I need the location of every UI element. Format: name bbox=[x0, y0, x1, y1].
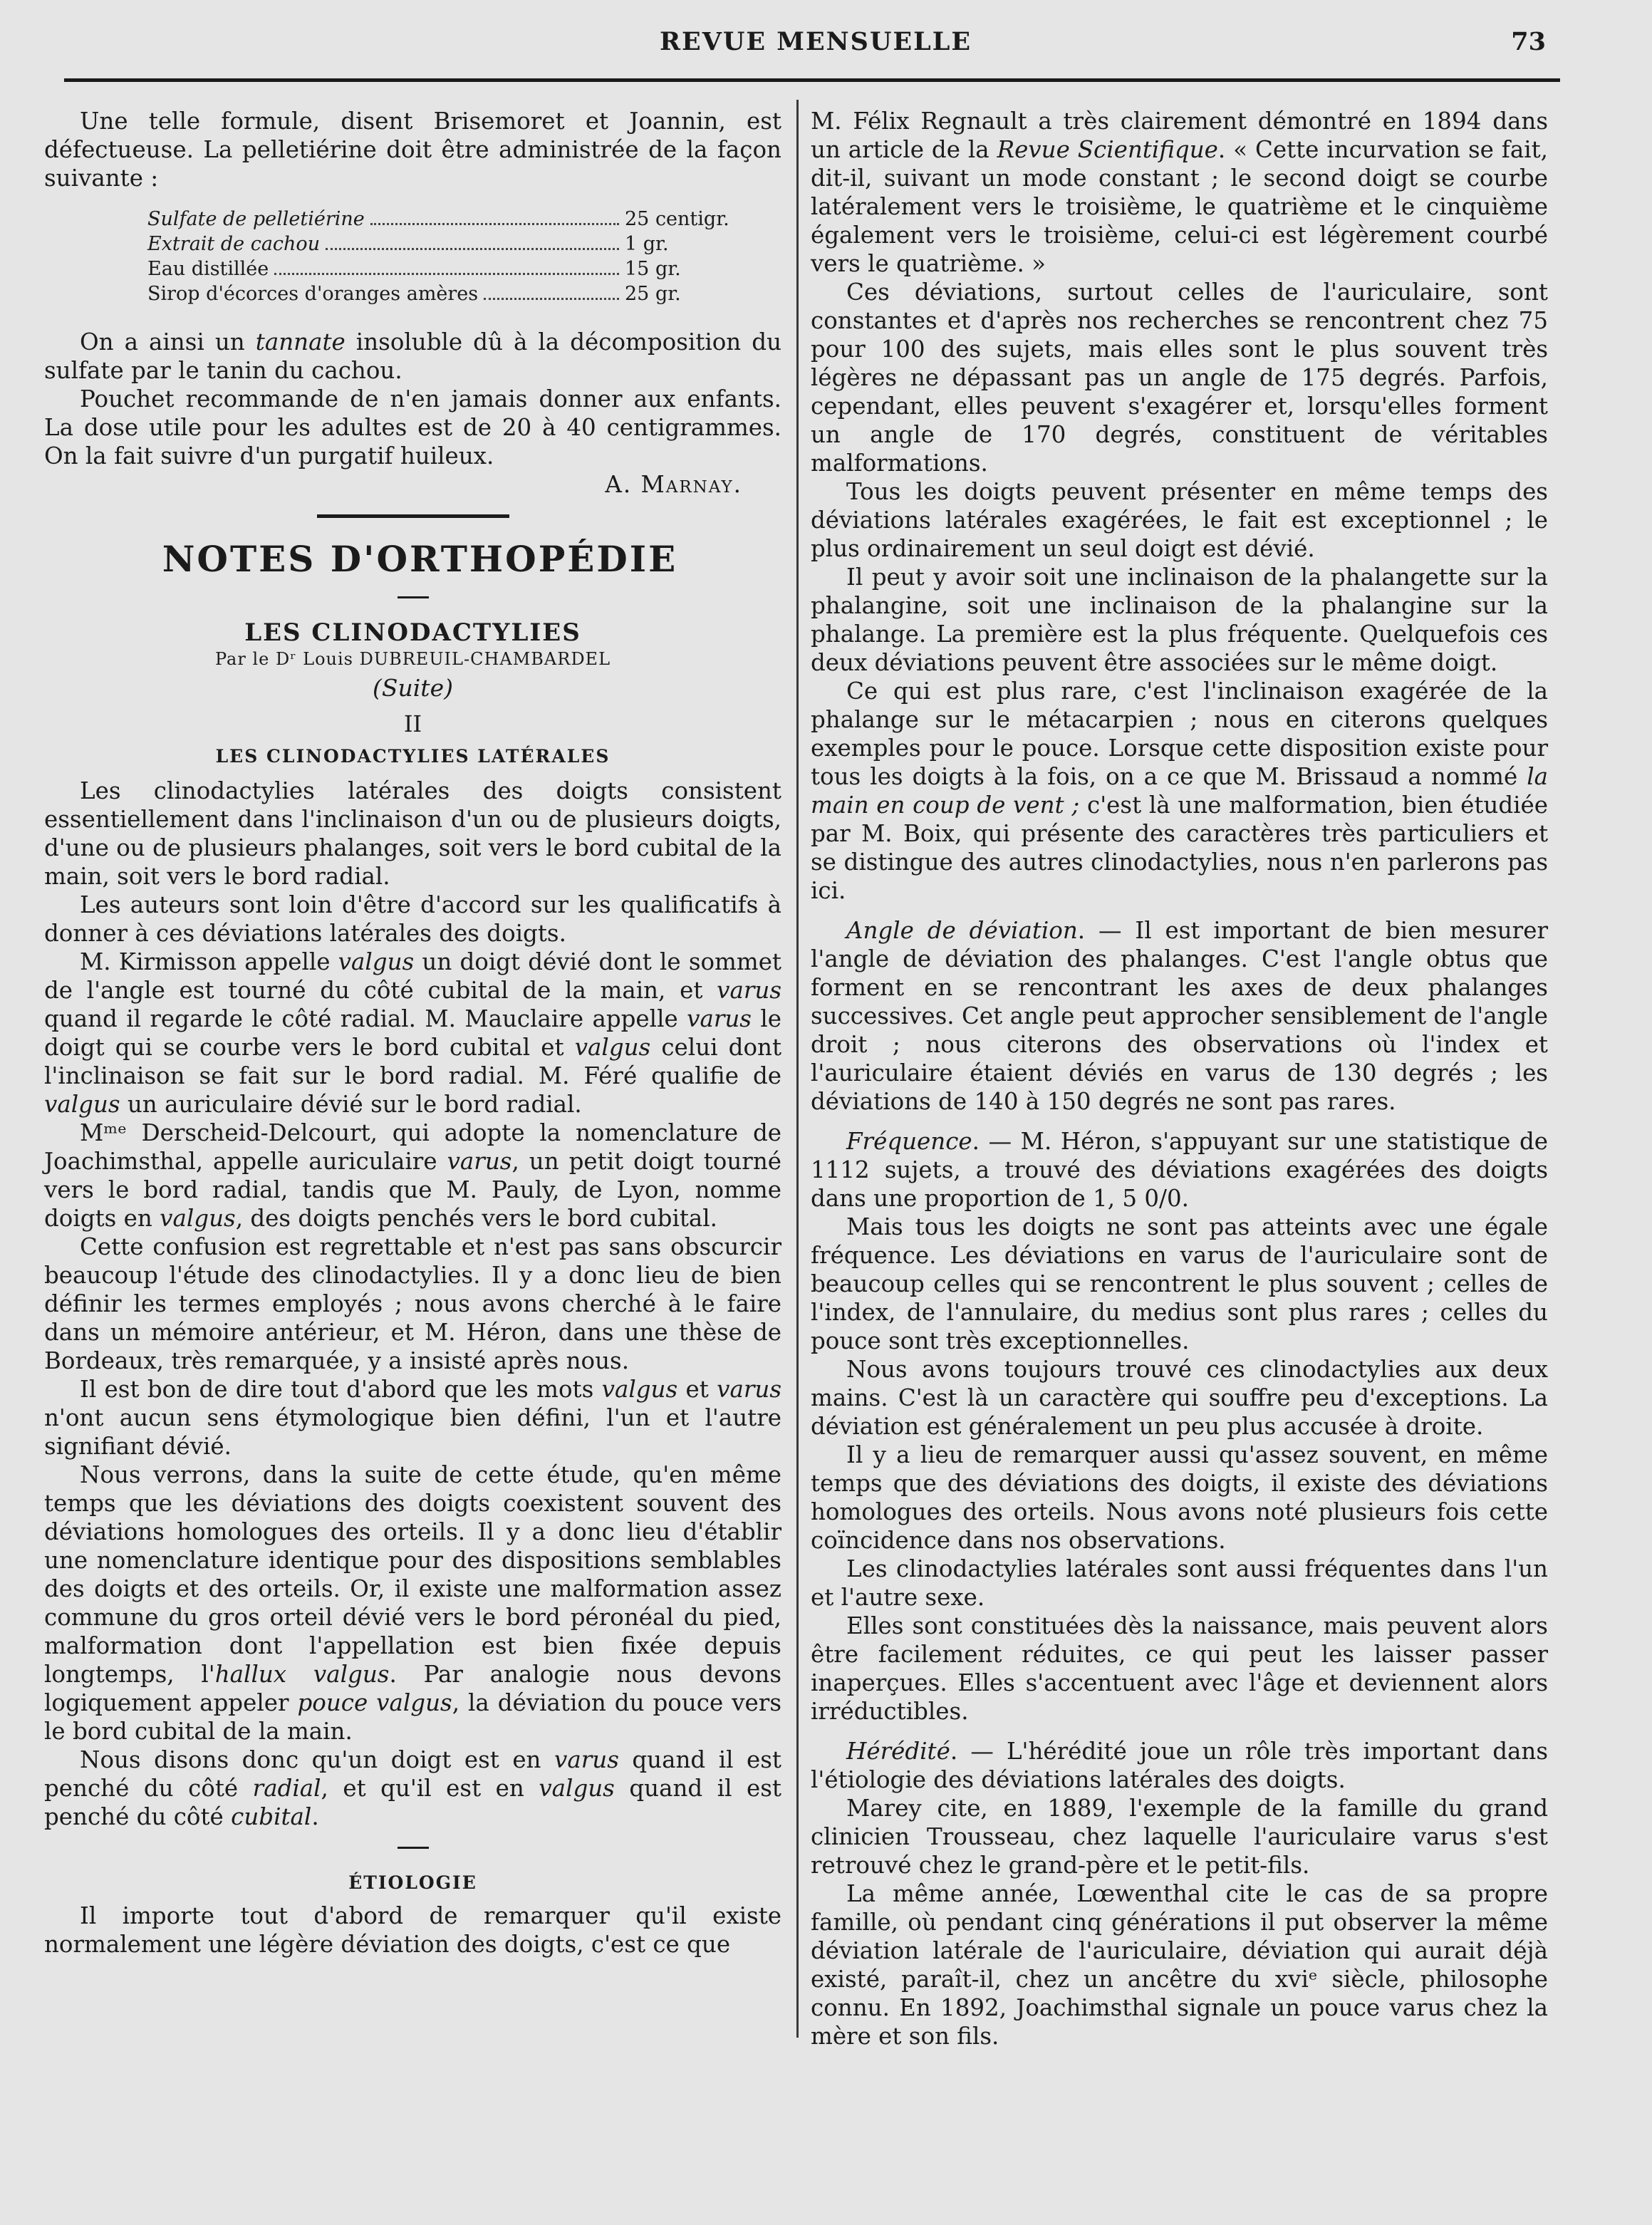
byline: Par le Dʳ Louis DUBREUIL-CHAMBARDEL bbox=[214, 649, 611, 669]
body-paragraph: Il est bon de dire tout d'abord que les mots valgus et varus n'ont aucun sens étymologique bien défini, l'un et l'autre signifiant dévié. bbox=[44, 1376, 781, 1460]
spacer bbox=[811, 1116, 1548, 1127]
recipe-quantity: 25 gr. bbox=[625, 283, 681, 305]
body-paragraph: Nous avons toujours trouvé ces clinodactylies aux deux mains. C'est là un caractère qui souffre peu d'exceptions. La déviation est généralement un peu plus accusée à droite. bbox=[811, 1356, 1548, 1440]
body-paragraph: Les clinodactylies latérales sont aussi fréquentes dans l'un et l'autre sexe. bbox=[811, 1555, 1548, 1611]
section-dash bbox=[398, 1847, 429, 1849]
leader-dots bbox=[326, 248, 619, 250]
part-number: II bbox=[403, 710, 422, 737]
body-paragraph: Fréquence. — M. Héron, s'appuyant sur une statistique de 1112 sujets, a trouvé des déviations exagérées des doigts dans une proportion de 1, 5 0/0. bbox=[811, 1128, 1548, 1212]
section-title: NOTES D'ORTHOPÉDIE bbox=[162, 538, 678, 580]
body-paragraph: Angle de déviation. — Il est important de bien mesurer l'angle de déviation des phalanges. C'est l'angle obtus que forment en se rencontrant les axes de deux phalanges successives. Cet angle peut approcher sensiblement de l'angle droit ; nous citerons des observations où l'index et l'auriculaire étaient déviés en varus de 130 degrés ; les déviations de 140 à 150 degrés ne sont pas rares. bbox=[811, 917, 1548, 1115]
recipe-quantity: 25 centigr. bbox=[625, 208, 729, 230]
body-paragraph: Marey cite, en 1889, l'exemple de la famille du grand clinicien Trousseau, chez laquelle l'auriculaire varus s'est retrouvé chez le grand-père et le petit-fils. bbox=[811, 1795, 1548, 1879]
body-paragraph: Il importe tout d'abord de remarquer qu'il existe normalement une légère déviation des doigts, c'est ce que bbox=[44, 1902, 781, 1958]
recipe-list bbox=[147, 207, 746, 306]
body-paragraph: Il peut y avoir soit une inclinaison de la phalangette sur la phalangine, soit une inclinaison de la phalangine sur la phalange. La première est la plus fréquente. Quelquefois ces deux déviations peuvent être associées sur le même doigt. bbox=[811, 564, 1548, 676]
body-paragraph: Hérédité. — L'hérédité joue un rôle très important dans l'étiologie des déviations latérales des doigts. bbox=[811, 1738, 1548, 1793]
recipe-quantity: 1 gr. bbox=[625, 233, 669, 255]
tannate-paragraph: On a ainsi un tannate insoluble dû à la décomposition du sulfate par le tanin du cachou. bbox=[44, 328, 782, 384]
spacer bbox=[811, 1726, 1548, 1737]
body-paragraph: M. Félix Regnault a très clairement démontré en 1894 dans un article de la Revue Scientifique. « Cette incurvation se fait, dit-il, suivant un mode constant ; le second doigt se courbe latéralement vers le troisième, le quatrième et le cinquième également vers le troisième, celui-ci est légèrement courbé vers le quatrième. » bbox=[811, 108, 1548, 277]
body-paragraph: Nous disons donc qu'un doigt est en varus quand il est penché du côté radial, et qu'il est en valgus quand il est penché du côté cubital. bbox=[44, 1746, 781, 1830]
subheading: ÉTIOLOGIE bbox=[348, 1872, 477, 1893]
body-paragraph: Les auteurs sont loin d'être d'accord sur les qualificatifs à donner à ces déviations latérales des doigts. bbox=[44, 891, 781, 947]
recipe-item: Sulfate de pelletiérine bbox=[147, 208, 365, 230]
body-paragraph: M. Kirmisson appelle valgus un doigt dévié dont le sommet de l'angle est tourné du côté cubital de la main, et varus quand il regarde le côté radial. M. Mauclaire appelle varus le doigt qui se courbe vers le bord cubital et valgus celui dont l'inclinaison se fait sur le bord radial. M. Féré qualifie de valgus un auriculaire dévié sur le bord radial. bbox=[44, 948, 782, 1118]
body-paragraph: Elles sont constituées dès la naissance, mais peuvent alors être facilement réduites, ce qui peut les laisser passer inaperçues. Elles s'accentuent avec l'âge et deviennent alors irréductibles. bbox=[811, 1612, 1548, 1725]
run-in-heading: Fréquence bbox=[846, 1128, 972, 1155]
column-divider bbox=[796, 100, 799, 2038]
recipe-item: Extrait de cachou bbox=[147, 233, 321, 255]
body-paragraph: Mais tous les doigts ne sont pas atteints avec une égale fréquence. Les déviations en varus de l'auriculaire sont de beaucoup celles qui se rencontrent le plus souvent ; celles de l'index, de l'annulaire, du medius sont plus rares ; celles du pouce sont très exceptionnelles. bbox=[811, 1213, 1548, 1354]
recipe-row bbox=[147, 256, 746, 281]
left-column bbox=[44, 107, 781, 1959]
intro-paragraph: Une telle formule, disent Brisemoret et Joannin, est défectueuse. La pelletiérine doit être administrée de la façon suivante : bbox=[44, 108, 781, 192]
author-signature: A. Marnay. bbox=[605, 471, 742, 498]
leader-dots bbox=[484, 298, 619, 300]
body-paragraph: La même année, Lœwenthal cite le cas de sa propre famille, où pendant cinq générations il put observer la même déviation latérale de l'auriculaire, déviation qui aurait déjà existé, paraît-il, chez un ancêtre du xviᵉ siècle, philosophe connu. En 1892, Joachimsthal signale un pouce varus chez la mère et son fils. bbox=[811, 1880, 1548, 2050]
spacer bbox=[811, 905, 1548, 916]
body-paragraph: Ces déviations, surtout celles de l'auriculaire, sont constantes et d'après nos recherches se rencontrent chez 75 pour 100 des sujets, mais elles sont le plus souvent très légères ne dépassant pas un angle de 175 degrés. Parfois, cependant, elles peuvent s'exagérer et, lorsqu'elles forment un angle de 170 degrés, constituent de véritables malformations. bbox=[811, 279, 1548, 477]
run-in-heading: Angle de déviation bbox=[846, 917, 1078, 944]
body-paragraph: Les clinodactylies latérales des doigts consistent essentiellement dans l'inclinaison d'un ou de plusieurs doigts, d'une ou de plusieurs phalanges, soit vers le bord cubital de la main, soit vers le bord radial. bbox=[44, 777, 781, 890]
body-paragraph: Tous les doigts peuvent présenter en même temps des déviations latérales exagérées, le fait est exceptionnel ; le plus ordinairement un seul doigt est dévié. bbox=[811, 478, 1548, 562]
running-title: REVUE MENSUELLE bbox=[659, 27, 972, 56]
recipe-item: Eau distillée bbox=[147, 258, 269, 280]
header-rule bbox=[64, 78, 1560, 82]
body-paragraph: Ce qui est plus rare, c'est l'inclinaison exagérée de la phalange sur le métacarpien ; nous en citerons quelques exemples pour le pouce. Lorsque cette disposition existe pour tous les doigts à la fois, on a ce que M. Brissaud a nommé la main en coup de vent ; c'est là une malformation, bien étudiée par M. Boix, qui présente des caractères très particuliers et se distingue des autres clinodactylies, nous n'en parlerons pas ici. bbox=[811, 678, 1548, 904]
body-paragraph: Mᵐᵉ Derscheid-Delcourt, qui adopte la nomenclature de Joachimsthal, appelle auriculaire varus, un petit doigt tourné vers le bord radial, tandis que M. Pauly, de Lyon, nomme doigts en valgus, des doigts penchés vers le bord cubital. bbox=[44, 1119, 781, 1232]
page-header bbox=[64, 27, 1567, 63]
body-paragraph: Nous verrons, dans la suite de cette étude, qu'en même temps que les déviations des doigts coexistent souvent des déviations homologues des orteils. Il y a donc lieu d'établir une nomenclature identique pour des dispositions semblables des doigts et des orteils. Or, il existe une malformation assez commune du gros orteil dévié vers le bord péronéal du pied, malformation dont l'appellation est bien fixée depuis longtemps, l'hallux valgus. Par analogie nous devons logiquement appeler pouce valgus, la déviation du pouce vers le bord cubital de la main. bbox=[44, 1461, 782, 1745]
article-title: LES CLINODACTYLIES bbox=[244, 618, 581, 647]
pouchet-paragraph: Pouchet recommande de n'en jamais donner aux enfants. La dose utile pour les adultes est de 20 à 40 centigrammes. On la fait suivre d'un purgatif huileux. bbox=[44, 385, 781, 470]
title-dash bbox=[398, 596, 429, 598]
body-paragraph: Cette confusion est regrettable et n'est pas sans obscurcir beaucoup l'étude des clinodactylies. Il y a donc lieu de bien définir les termes employés ; nous avons cherché à le faire dans un mémoire antérieur, et M. Héron, dans une thèse de Bordeaux, très remarquée, y a insisté après nous. bbox=[44, 1233, 781, 1374]
recipe-row bbox=[147, 232, 746, 256]
recipe-row bbox=[147, 207, 746, 232]
recipe-row bbox=[147, 281, 746, 306]
suite-label: (Suite) bbox=[373, 674, 453, 702]
right-column bbox=[811, 107, 1548, 2050]
recipe-item: Sirop d'écorces d'oranges amères bbox=[147, 283, 479, 305]
run-in-heading: Hérédité bbox=[846, 1738, 950, 1765]
body-paragraph: Il y a lieu de remarquer aussi qu'assez souvent, en même temps que des déviations des doigts, il existe des déviations homologues des orteils. Nous avons noté plusieurs fois cette coïncidence dans nos observations. bbox=[811, 1441, 1548, 1554]
section-rule bbox=[317, 514, 509, 518]
leader-dots bbox=[274, 273, 619, 275]
page-number: 73 bbox=[1511, 27, 1546, 56]
leader-dots bbox=[370, 223, 619, 225]
subheading: LES CLINODACTYLIES LATÉRALES bbox=[215, 746, 611, 767]
recipe-quantity: 15 gr. bbox=[625, 258, 681, 280]
